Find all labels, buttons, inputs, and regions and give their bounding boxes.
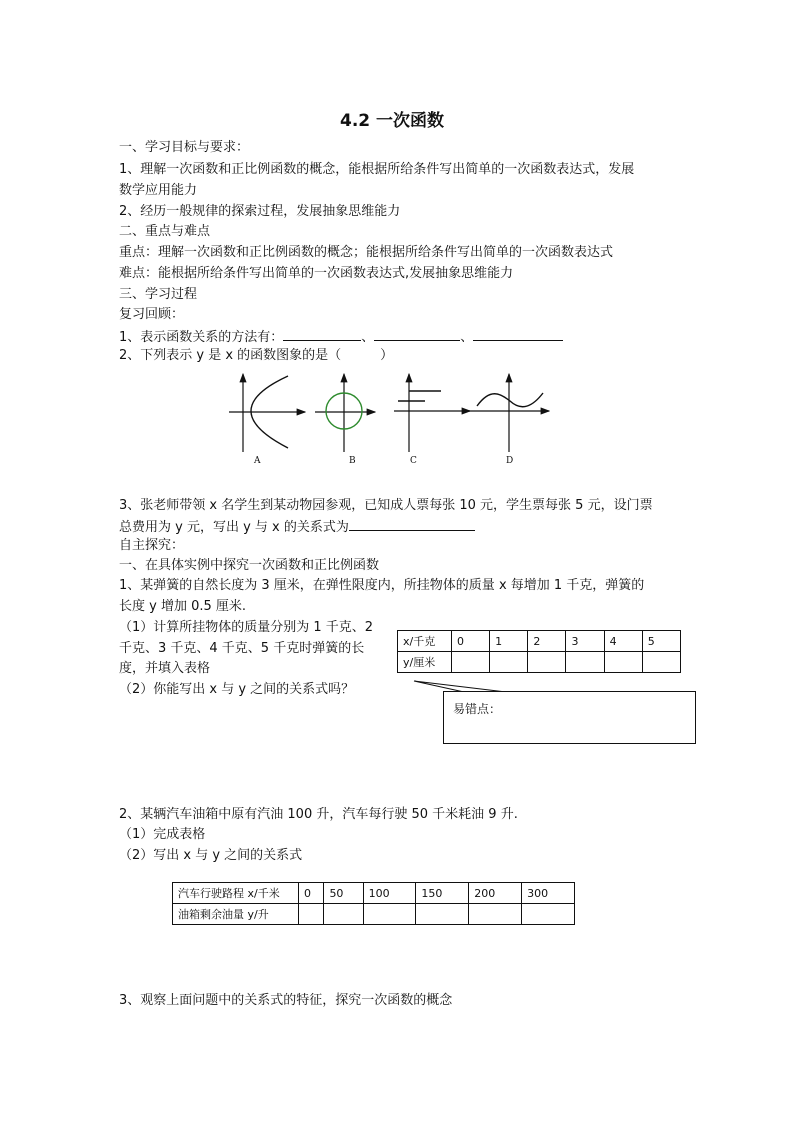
explore-heading: 自主探究： [119,538,185,553]
table-cell: 50 [324,883,363,904]
error-prone-note-box[interactable] [443,691,696,744]
problem-1-q1-line-a: （1）计算所挂物体的质量分别为 1 千克、2 [119,620,374,635]
answer-cell[interactable] [299,904,324,925]
goal-2: 2、经历一般规律的探索过程，发展抽象思维能力 [119,204,401,219]
problem-2-q2: （2）写出 x 与 y 之间的关系式 [119,848,303,863]
table-cell: 200 [469,883,522,904]
problem-1-q1-line-b: 千克、3 千克、4 千克、5 千克时弹簧的长 [119,641,365,656]
problem-3: 3、观察上面问题中的关系式的特征，探究一次函数的概念 [119,993,453,1008]
separator: 、 [460,330,474,345]
fuel-table [172,882,575,925]
goal-1-line-a: 1、理解一次函数和正比例函数的概念，能根据所给条件写出简单的一次函数表达式，发展 [119,162,635,177]
review-question-2: 2、下列表示 y 是 x 的函数图象的是（ ） [119,348,394,363]
answer-cell[interactable] [469,904,522,925]
problem-1-q2: （2）你能写出 x 与 y 之间的关系式吗？ [119,682,355,697]
answer-cell[interactable] [324,904,363,925]
graph-label-a: A [254,456,261,466]
table-cell: 0 [299,883,324,904]
table-cell: 2 [528,631,566,652]
answer-cell[interactable] [522,904,575,925]
section-heading-goals: 一、学习目标与要求： [119,140,250,155]
table-cell: 0 [452,631,490,652]
graph-label-c: C [410,456,417,466]
table-cell: y/厘米 [398,652,452,673]
review-question-3-line-a: 3、张老师带领 x 名学生到某动物园参观，已知成人票每张 10 元，学生票每张 5 元，设门票 [119,498,653,513]
answer-cell[interactable] [416,904,469,925]
problem-1-q1-line-c: 度，并填入表格 [119,661,211,676]
table-cell: 汽车行驶路程 x/千米 [173,883,299,904]
table-cell: 1 [490,631,528,652]
problem-1-line-b: 长度 y 增加 0.5 厘米. [119,599,247,614]
table-cell: x/千克 [398,631,452,652]
error-prone-label: 易错点： [453,702,502,716]
table-cell: 5 [642,631,680,652]
explore-subheading: 一、在具体实例中探究一次函数和正比例函数 [119,558,380,573]
table-cell: 4 [604,631,642,652]
key-point: 重点：理解一次函数和正比例函数的概念；能根据所给条件写出简单的一次函数表达式 [119,245,614,260]
table-row [173,883,575,904]
table-cell: 300 [522,883,575,904]
difficulty-point: 难点：能根据所给条件写出简单的一次函数表达式,发展抽象思维能力 [119,266,514,281]
problem-2-q1: （1）完成表格 [119,827,206,842]
question-3-text: 总费用为 y 元，写出 y 与 x 的关系式为 [119,520,349,535]
table-row [173,904,575,925]
section-heading-process: 三、学习过程 [119,287,198,302]
table-cell: 100 [363,883,416,904]
table-cell: 3 [566,631,604,652]
separator: 、 [361,330,375,345]
answer-cell[interactable] [363,904,416,925]
page-title: 4.2 一次函数 [340,111,445,131]
review-heading: 复习回顾： [119,307,185,322]
problem-2: 2、某辆汽车油箱中原有汽油 100 升，汽车每行驶 50 千米耗油 9 升. [119,807,518,822]
table-cell: 油箱剩余油量 y/升 [173,904,299,925]
problem-1-line-a: 1、某弹簧的自然长度为 3 厘米，在弹性限度内，所挂物体的质量 x 每增加 1 千克，弹簧的 [119,578,645,593]
question-1-text: 1、表示函数关系的方法有： [119,330,284,345]
graph-label-b: B [349,456,356,466]
graph-label-d: D [506,456,514,466]
goal-1-line-b: 数学应用能力 [119,183,198,198]
table-cell: 150 [416,883,469,904]
section-heading-key-points: 二、重点与难点 [119,224,211,239]
